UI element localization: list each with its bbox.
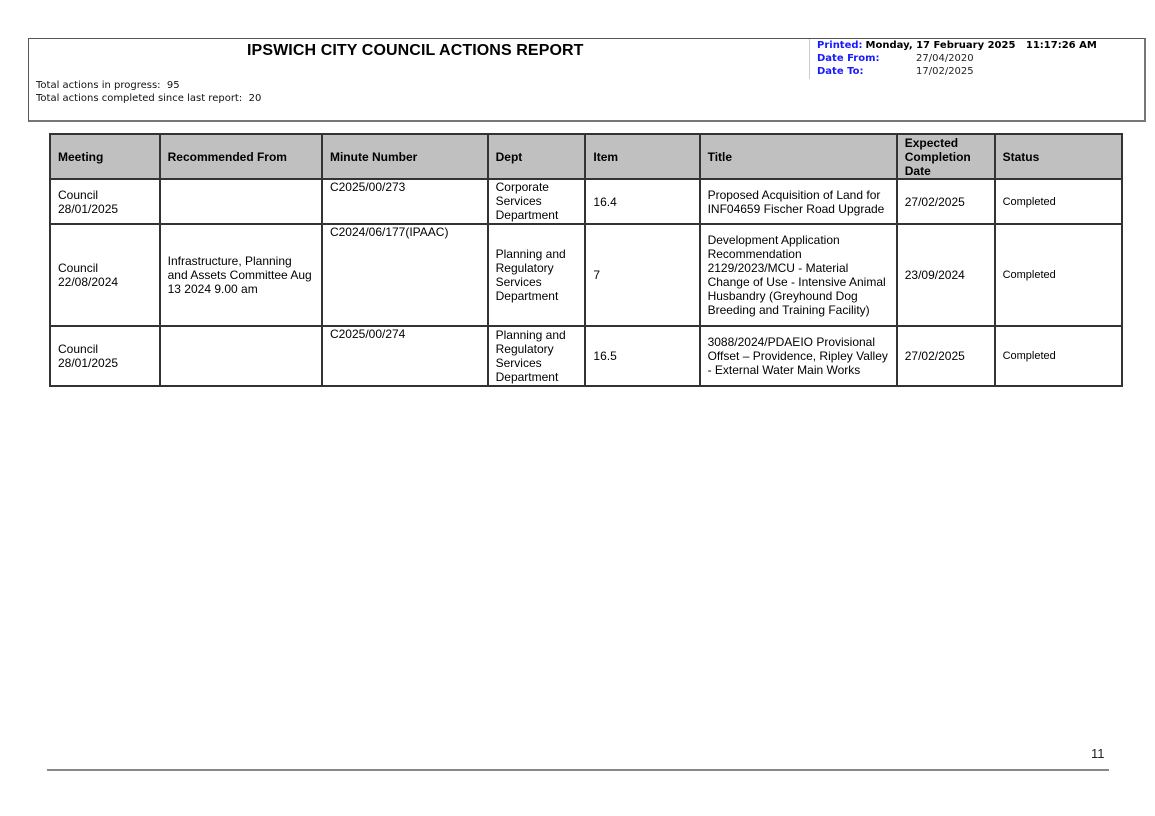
- cell-recommended-from: [160, 179, 322, 224]
- cell-minute-number: C2024/06/177(IPAAC): [322, 224, 488, 326]
- footer-divider: [47, 769, 1109, 771]
- column-header-recommended-from: Recommended From: [160, 134, 322, 179]
- cell-status: Completed: [995, 179, 1122, 224]
- column-header-title: Title: [700, 134, 897, 179]
- total-in-progress-label: Total actions in progress:: [36, 80, 161, 91]
- cell-expected-completion-date: 23/09/2024: [897, 224, 995, 326]
- cell-dept: Corporate Services Department: [488, 179, 586, 224]
- date-to-label: Date To:: [817, 66, 864, 77]
- column-header-minute-number: Minute Number: [322, 134, 488, 179]
- table-header-row: [50, 134, 1122, 179]
- printed-value: Monday, 17 February 2025 11:17:26 AM: [865, 40, 1097, 51]
- cell-meeting: Council 28/01/2025: [50, 326, 160, 386]
- page-number: 11: [1091, 746, 1105, 761]
- cell-dept: Planning and Regulatory Services Department: [488, 224, 586, 326]
- total-completed-label: Total actions completed since last report:: [36, 93, 243, 104]
- column-header-item: Item: [585, 134, 699, 179]
- column-header-dept: Dept: [488, 134, 586, 179]
- total-in-progress: [36, 79, 261, 92]
- cell-minute-number: C2025/00/273: [322, 179, 488, 224]
- date-from-label: Date From:: [817, 53, 880, 64]
- report-title: IPSWICH CITY COUNCIL ACTIONS REPORT: [247, 42, 584, 59]
- date-from-value: 27/04/2020: [916, 53, 974, 64]
- totals-summary: [36, 79, 261, 105]
- printed-row: [817, 39, 1147, 52]
- column-header-status: Status: [995, 134, 1122, 179]
- cell-item: 16.5: [585, 326, 699, 386]
- cell-recommended-from: Infrastructure, Planning and Assets Committee Aug 13 2024 9.00 am: [160, 224, 322, 326]
- actions-table: [49, 133, 1123, 387]
- cell-expected-completion-date: 27/02/2025: [897, 179, 995, 224]
- total-in-progress-value: 95: [166, 80, 180, 91]
- date-to-row: [817, 65, 1147, 78]
- total-completed: [36, 92, 261, 105]
- cell-title: Development Application Recommendation 2129/2023/MCU - Material Change of Use - Intensive Animal Husbandry (Greyhound Dog Breeding and Training Facility): [700, 224, 897, 326]
- table-row: [50, 179, 1122, 224]
- column-header-expected-completion-date: Expected Completion Date: [897, 134, 995, 179]
- cell-item: 16.4: [585, 179, 699, 224]
- table-row: [50, 326, 1122, 386]
- cell-title: Proposed Acquisition of Land for INF04659 Fischer Road Upgrade: [700, 179, 897, 224]
- printed-label: Printed:: [817, 40, 863, 51]
- cell-meeting: Council 28/01/2025: [50, 179, 160, 224]
- cell-minute-number: C2025/00/274: [322, 326, 488, 386]
- total-completed-value: 20: [248, 93, 262, 104]
- cell-status: Completed: [995, 326, 1122, 386]
- cell-status: Completed: [995, 224, 1122, 326]
- report-meta: [809, 39, 1147, 79]
- cell-item: 7: [585, 224, 699, 326]
- cell-title: 3088/2024/PDAEIO Provisional Offset – Providence, Ripley Valley - External Water Main Works: [700, 326, 897, 386]
- cell-expected-completion-date: 27/02/2025: [897, 326, 995, 386]
- cell-dept: Planning and Regulatory Services Department: [488, 326, 586, 386]
- cell-recommended-from: [160, 326, 322, 386]
- date-from-row: [817, 52, 1147, 65]
- report-header: [28, 38, 1146, 122]
- table-row: [50, 224, 1122, 326]
- column-header-meeting: Meeting: [50, 134, 160, 179]
- cell-meeting: Council 22/08/2024: [50, 224, 160, 326]
- date-to-value: 17/02/2025: [916, 66, 974, 77]
